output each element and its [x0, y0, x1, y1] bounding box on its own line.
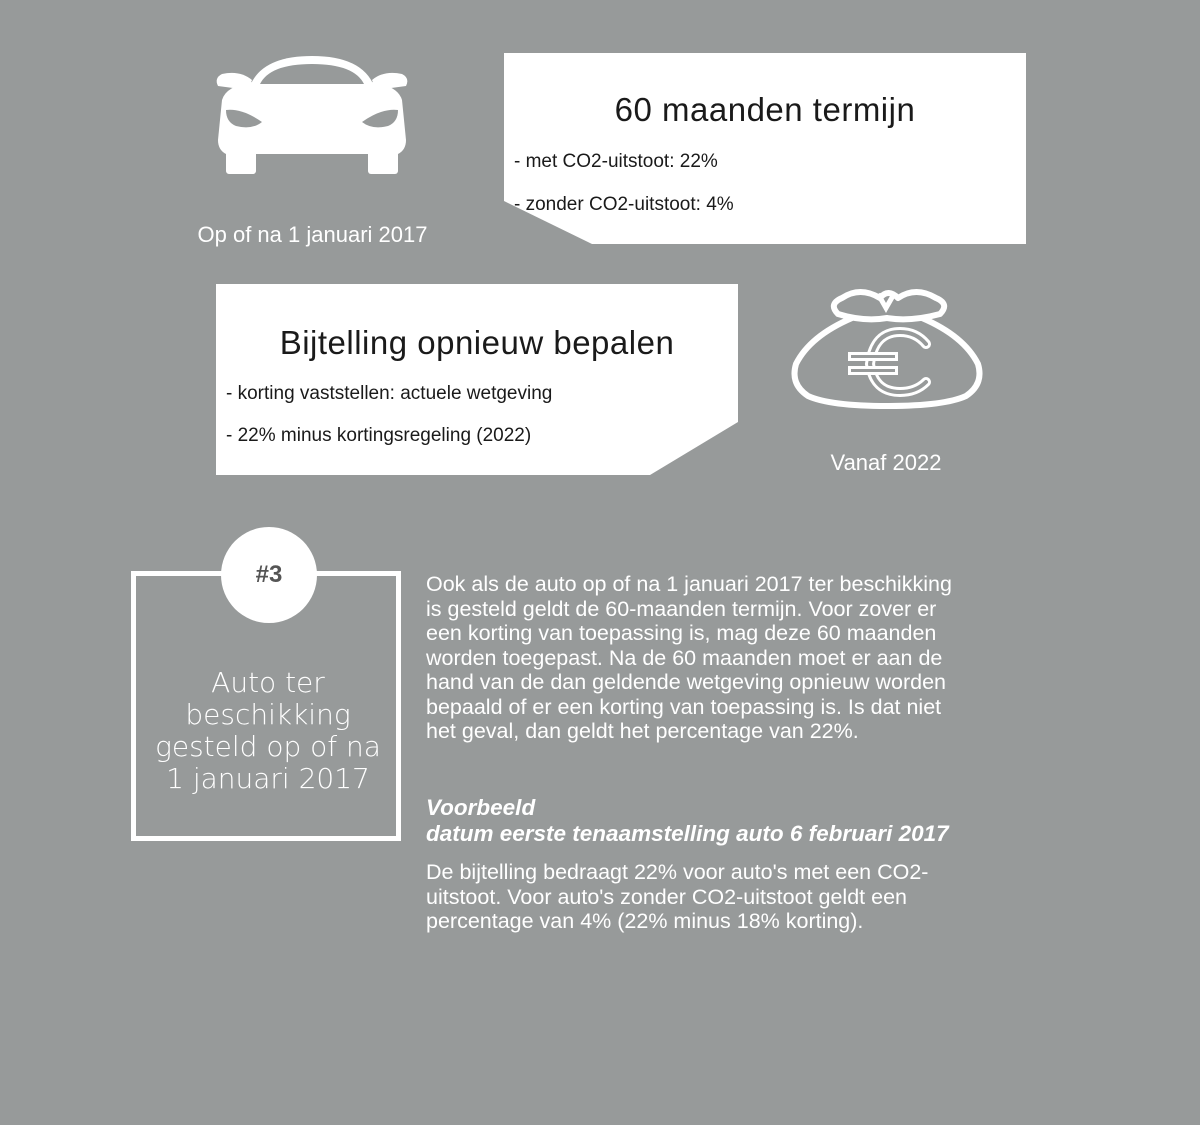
- info-box-title: 60 maanden termijn: [614, 91, 916, 128]
- body-line: een korting van toepassing is, mag deze 60 maanden: [426, 621, 937, 645]
- info-box-line: - korting vaststellen: actuele wetgeving: [226, 383, 553, 404]
- info-box-line: - zonder CO2-uitstoot: 4%: [514, 194, 734, 215]
- example-body: [426, 860, 1026, 934]
- body-line: worden toegepast. Na de 60 maanden moet er aan de: [426, 645, 943, 670]
- body-line: is gesteld geldt de 60-maanden termijn. Voor zover er: [426, 596, 937, 621]
- car-icon: [212, 50, 412, 178]
- info-box-termijn: [504, 53, 1026, 244]
- car-caption: Op of na 1 januari 2017: [197, 222, 428, 247]
- card-title-line: beschikking: [185, 698, 351, 731]
- info-box-title: Bijtelling opnieuw bepalen: [279, 324, 675, 361]
- card-title-line: 1 januari 2017: [166, 762, 370, 795]
- card-title-line: gesteld op of na: [155, 730, 381, 763]
- card-title-line: Auto ter: [211, 666, 325, 699]
- body-line: het geval, dan geldt het percentage van 22%.: [426, 719, 859, 743]
- money-bag-icon: [790, 284, 985, 414]
- example-heading-line: Voorbeeld: [426, 795, 536, 820]
- info-box-bijtelling: [216, 284, 738, 475]
- example-heading-line: datum eerste tenaamstelling auto 6 februari 2017: [426, 821, 949, 846]
- example-body-line: De bijtelling bedraagt 22% voor auto's met een CO2-: [426, 860, 929, 884]
- money-bag-caption: Vanaf 2022: [830, 450, 942, 475]
- body-line: hand van de dan geldende wetgeving opnieuw worden: [426, 670, 946, 694]
- body-line: bepaald of er een korting van toepassing is. Is dat niet: [426, 694, 942, 719]
- card-title: [148, 667, 388, 795]
- example-body-line: uitstoot. Voor auto's zonder CO2-uitstoot geldt een: [426, 884, 907, 909]
- body-paragraph: [426, 572, 1026, 744]
- card-number: #3: [255, 561, 283, 588]
- example-body-line: percentage van 4% (22% minus 18% korting).: [426, 909, 864, 933]
- body-line: Ook als de auto op of na 1 januari 2017 ter beschikking: [426, 572, 952, 596]
- info-box-line: - 22% minus kortingsregeling (2022): [226, 425, 532, 446]
- euro-icon: [848, 332, 926, 392]
- info-box-line: - met CO2-uitstoot: 22%: [514, 151, 718, 172]
- example-heading: [426, 795, 1046, 847]
